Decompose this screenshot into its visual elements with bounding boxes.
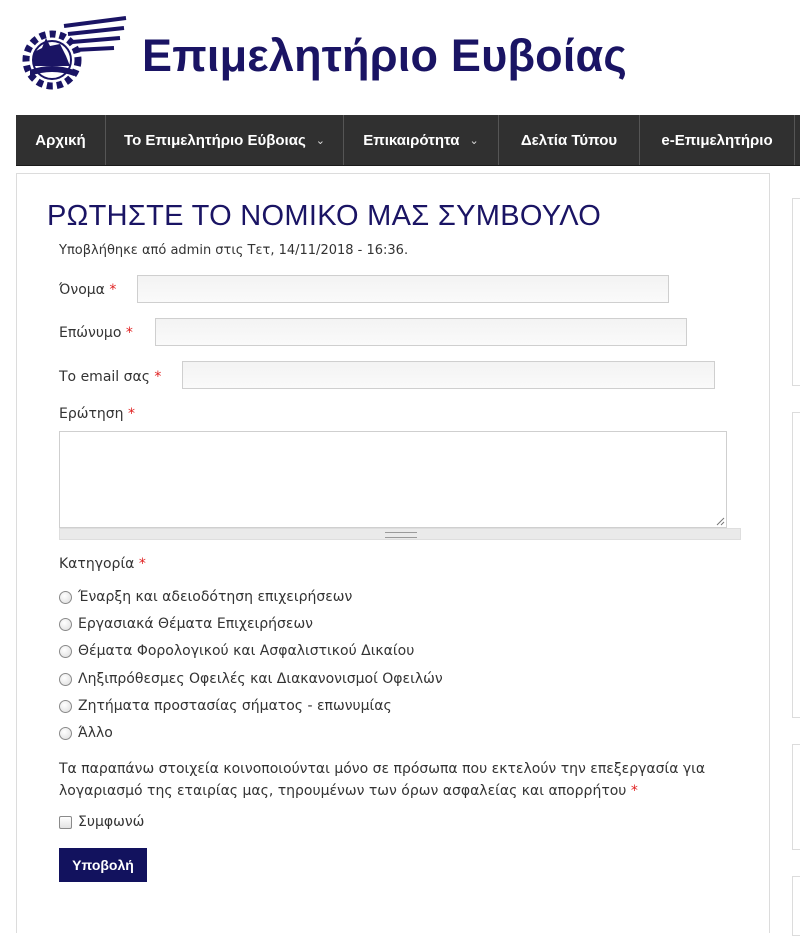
- required-mark: *: [154, 369, 162, 385]
- surname-label: [59, 325, 133, 341]
- nav-label: e-Επιμελητήριο: [661, 131, 773, 149]
- category-label-text: Κατηγορία: [59, 556, 135, 572]
- sidebar-block: [792, 876, 800, 936]
- nav-chamber[interactable]: [106, 115, 344, 165]
- submitted-info: Υποβλήθηκε από admin στις Τετ, 14/11/2018 - 16:36.: [59, 243, 409, 258]
- agree-checkbox-row[interactable]: [59, 814, 144, 830]
- nav-news[interactable]: [344, 115, 499, 165]
- question-textarea-wrapper: [59, 431, 741, 542]
- chevron-down-icon: ⌄: [315, 134, 325, 147]
- radio-button[interactable]: [59, 618, 72, 631]
- category-option[interactable]: [59, 643, 414, 659]
- category-option-label: Άλλο: [78, 725, 113, 741]
- category-option[interactable]: [59, 671, 443, 687]
- nav-label: Επικαιρότητα: [363, 131, 460, 149]
- nav-label: Δελτία Τύπου: [520, 131, 618, 149]
- email-label: [59, 369, 161, 385]
- question-textarea[interactable]: [59, 431, 727, 528]
- email-label-text: Το email σας: [59, 369, 150, 385]
- sidebar-block: [792, 198, 800, 386]
- category-option-label: Ζητήματα προστασίας σήματος - επωνυμίας: [78, 698, 392, 714]
- chamber-logo[interactable]: [16, 14, 128, 96]
- sidebar-block: [792, 412, 800, 718]
- nav-home[interactable]: [16, 115, 106, 165]
- nav-label: Αρχική: [35, 131, 86, 149]
- surname-label-text: Επώνυμο: [59, 325, 122, 341]
- agree-checkbox[interactable]: [59, 816, 72, 829]
- category-option[interactable]: [59, 616, 313, 632]
- category-option[interactable]: [59, 589, 352, 605]
- category-option-label: Εργασιακά Θέματα Επιχειρήσεων: [78, 616, 313, 632]
- radio-button[interactable]: [59, 645, 72, 658]
- agree-label: Συμφωνώ: [78, 814, 145, 830]
- category-option-label: Θέματα Φορολογικού και Ασφαλιστικού Δικαίου: [78, 643, 415, 659]
- required-mark: *: [127, 406, 135, 422]
- consent-text-body: Τα παραπάνω στοιχεία κοινοποιούνται μόνο σε πρόσωπα που εκτελούν την επεξεργασία για λογαριασμό της εταιρίας μας, τηρουμένων των όρων ασφαλείας και απορρήτου: [59, 761, 706, 799]
- name-label-text: Όνομα: [59, 282, 105, 298]
- nav-label: Το Επιμελητήριο Εύβοιας: [124, 131, 306, 149]
- category-label: [59, 556, 146, 572]
- page-title: ΡΩΤΗΣΤΕ ΤΟ ΝΟΜΙΚΟ ΜΑΣ ΣΥΜΒΟΥΛΟ: [47, 200, 602, 232]
- required-mark: *: [630, 783, 638, 799]
- nav-e-chamber[interactable]: [640, 115, 795, 165]
- sidebar-block: [792, 744, 800, 850]
- name-label: [59, 282, 116, 298]
- resize-grip-icon[interactable]: [59, 528, 741, 540]
- required-mark: *: [125, 325, 133, 341]
- submit-button[interactable]: Υποβολή: [59, 848, 147, 882]
- nav-press-releases[interactable]: [499, 115, 640, 165]
- radio-button[interactable]: [59, 727, 72, 740]
- email-field[interactable]: [182, 361, 715, 389]
- radio-button[interactable]: [59, 700, 72, 713]
- radio-button[interactable]: [59, 673, 72, 686]
- question-label-text: Ερώτηση: [59, 406, 124, 422]
- name-field[interactable]: [137, 275, 669, 303]
- surname-field[interactable]: [155, 318, 687, 346]
- category-option-label: Έναρξη και αδειοδότηση επιχειρήσεων: [78, 589, 353, 605]
- category-option[interactable]: [59, 698, 392, 714]
- radio-button[interactable]: [59, 591, 72, 604]
- main-nav: [16, 115, 800, 166]
- category-option[interactable]: [59, 725, 113, 741]
- resize-corner-icon[interactable]: [715, 516, 725, 526]
- site-title[interactable]: Επιμελητήριο Ευβοίας: [142, 30, 628, 81]
- required-mark: *: [109, 282, 117, 298]
- required-mark: *: [138, 556, 146, 572]
- consent-text: [59, 758, 749, 802]
- chevron-down-icon: ⌄: [469, 134, 479, 147]
- category-option-label: Ληξιπρόθεσμες Οφειλές και Διακανονισμοί Οφειλών: [78, 671, 443, 687]
- question-label: [59, 406, 135, 422]
